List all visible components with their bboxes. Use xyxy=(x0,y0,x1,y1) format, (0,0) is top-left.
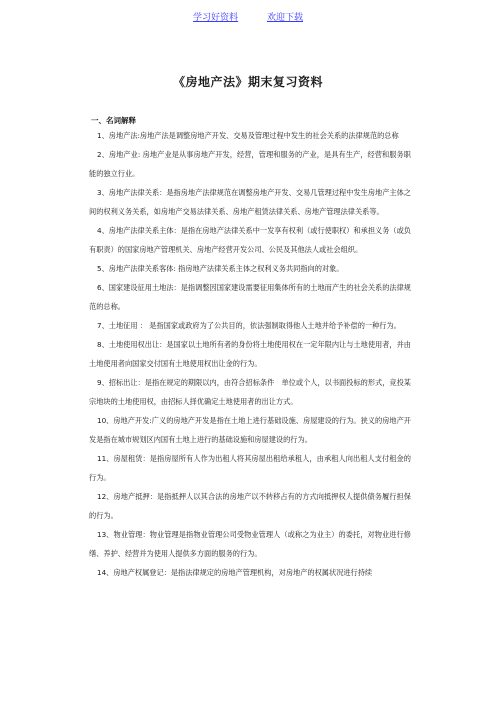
section-heading: 一、名词解释 xyxy=(91,116,136,125)
page-header xyxy=(0,10,496,23)
term-paragraph-3: 3、房地产法律关系：是指房地产法律规范在调整房地产开发、交易几管理过程中发生房地产主体之间的权利义务关系，如房地产交易法律关系、房地产租赁法律关系、房地产管理法律关系等。 xyxy=(89,188,411,216)
term-paragraph-1: 1、房地产法:房地产法是调整房地产开发、交易及管理过程中发生的社会关系的法律规范的总称 xyxy=(97,131,399,140)
term-paragraph-2: 2、房地产业: 房地产业是从事房地产开发，经营，管理和服务的产业，是具有生产，经营和服务职能的独立行业。 xyxy=(89,150,411,178)
term-paragraph-13: 13、物业管理：物业管理是指物业管理公司受物业管理人（或称之为业主）的委托，对物业进行修缮、养护、经营并为使用人提供多方面的服务的行为。 xyxy=(89,530,411,558)
term-paragraph-5: 5、房地产法律关系客体: 指房地产法律关系主体之权利义务共同指向的对象。 xyxy=(97,264,344,273)
header-link-study[interactable]: 学习好资料 xyxy=(193,13,239,23)
terms-list xyxy=(89,126,411,582)
term-paragraph-9: 9、招标出让：是指在规定的期限以内，由符合招标条件 单位或个人，以书面投标的形式，竞投某宗地块的土地使用权，由招标人择优确定土地使用者的出让方式。 xyxy=(89,378,411,406)
term-paragraph-14: 14、房地产权属登记：是指法律规定的房地产管理机构，对房地产的权属状况进行持续 xyxy=(97,568,373,577)
document-title: 《房地产法》期末复习资料 xyxy=(172,75,323,89)
term-paragraph-6: 6、国家建设征用土地法：是指调整因国家建设需要征用集体所有的土地而产生的社会关系的法律规范的总称。 xyxy=(89,283,411,311)
term-paragraph-8: 8、土地使用权出让：是国家以土地所有者的身份将土地使用权在一定年限内让与土地使用者，并由土地使用者向国家交付国有土地使用权出让金的行为。 xyxy=(89,340,411,368)
term-paragraph-4: 4、房地产法律关系主体：是指在房地产法律关系中一发享有权利（或行使职权）和承担义务（或负有职责）的国家房地产管理机关、房地产经营开发公司、公民及其他法人或社会组织。 xyxy=(89,226,411,254)
header-link-welcome[interactable]: 欢迎下载 xyxy=(266,13,303,23)
term-paragraph-11: 11、房屋租赁：是指房屋所有人作为出租人将其房屋出租给承租人，由承租人向出租人支付租金的行为。 xyxy=(89,454,411,482)
term-paragraph-10: 10、房地产开发:广义的房地产开发是指在土地上进行基础设施、房屋建设的行为。狭义的房地产开发是指在城市规划区内国有土地上进行的基础设施和房屋建设的行为。 xyxy=(89,416,411,444)
term-paragraph-12: 12、房地产抵押：是指抵押人以其合法的房地产以不转移占有的方式向抵押权人提供债务履行担保的行为。 xyxy=(89,492,411,520)
term-paragraph-7: 7、土地征用 ： 是指国家或政府为了公共目的，依法强制取得他人土地并给予补偿的一种行为。 xyxy=(97,321,401,330)
